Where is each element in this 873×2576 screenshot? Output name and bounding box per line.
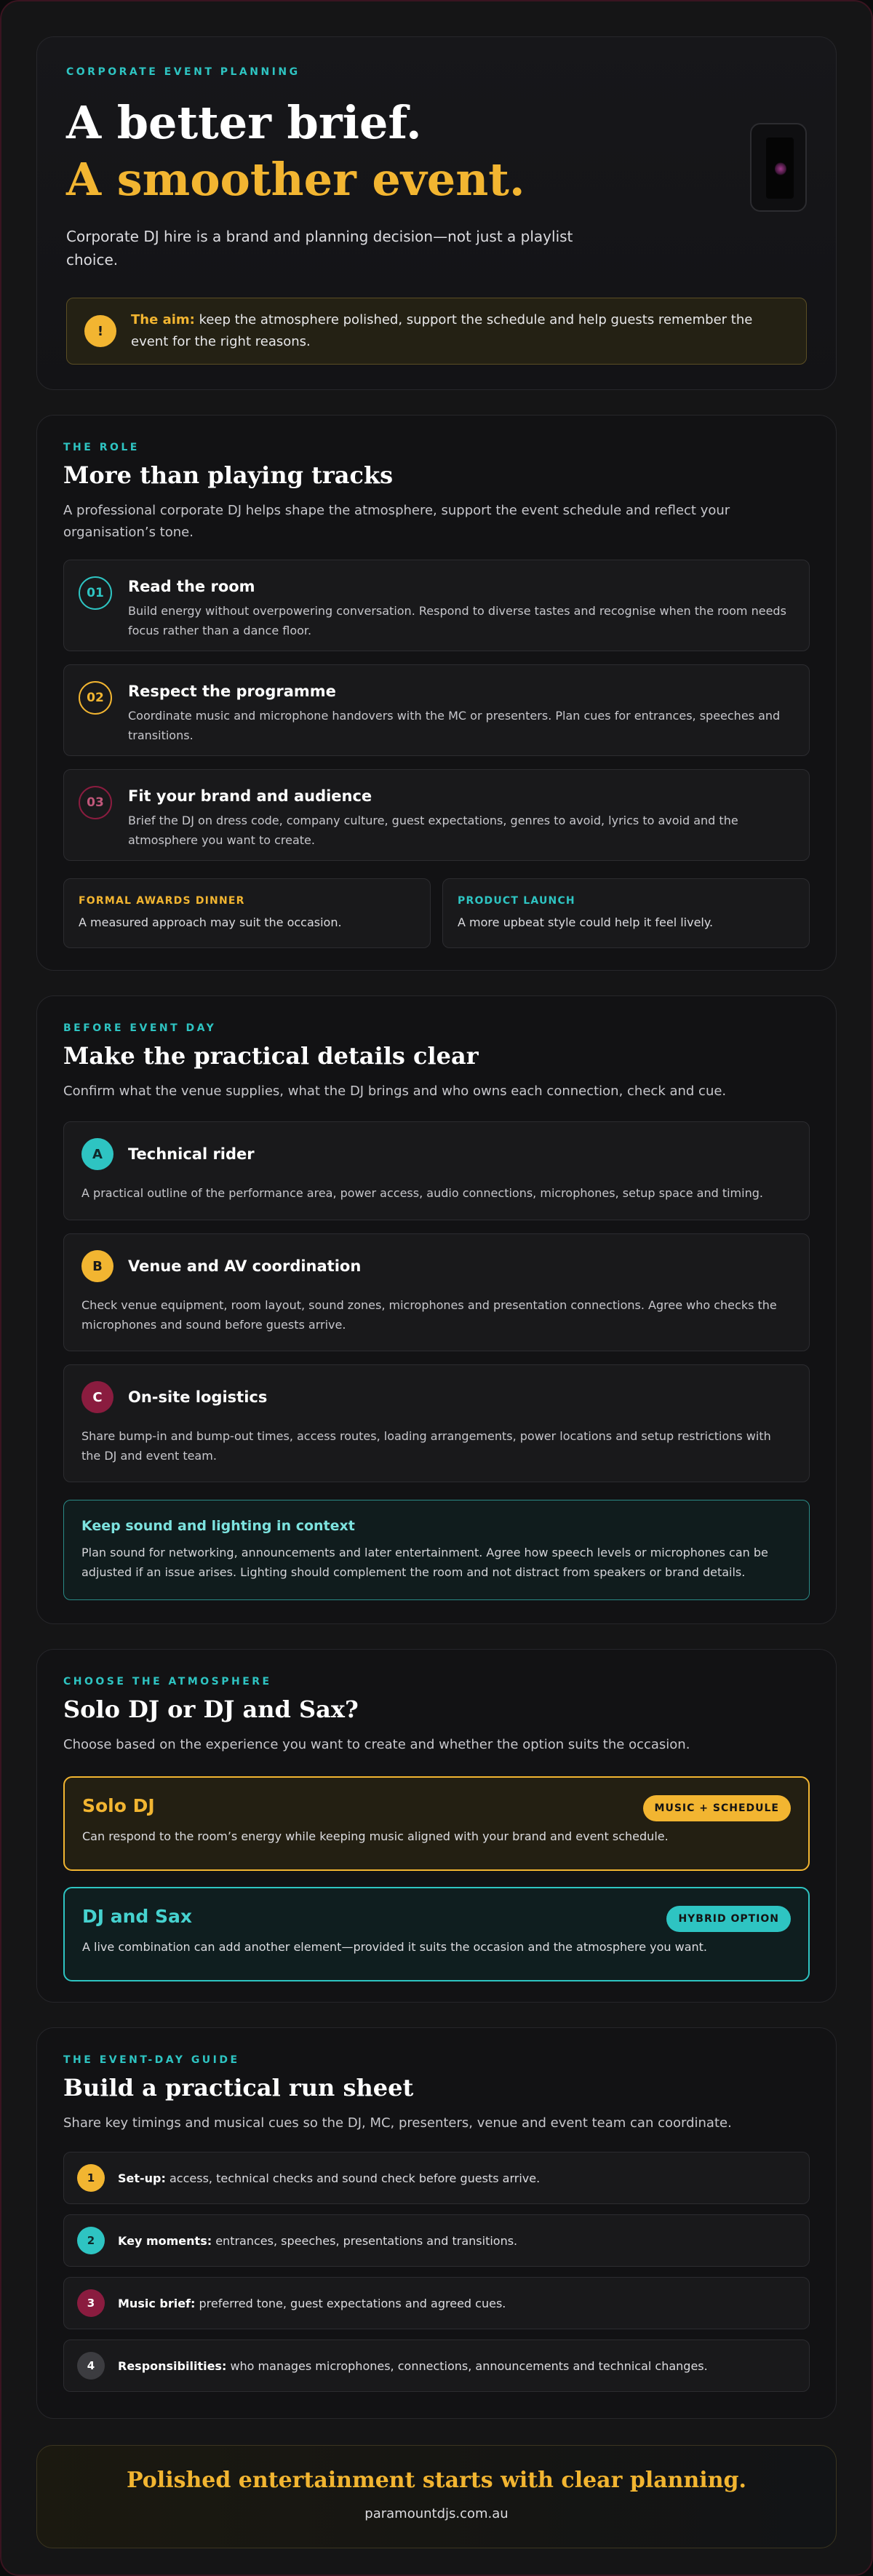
role-title: More than playing tracks [63,461,394,489]
run-text: entrances, speeches, presentations and transitions. [212,2233,518,2248]
footer-banner [36,2445,837,2548]
hero-section [36,36,837,390]
step-title: Venue and AV coordination [128,1257,362,1275]
before-eyebrow: BEFORE EVENT DAY [63,1022,217,1034]
step-title: On-site logistics [128,1388,268,1406]
example-text: A measured approach may suit the occasion. [79,915,342,929]
example-label: FORMAL AWARDS DINNER [79,895,245,907]
run-text: who manages microphones, connections, announcements and technical changes. [226,2358,708,2373]
guide-subtitle: Share key timings and musical cues so the DJ, MC, presenters, venue and event team can coordinate. [63,2115,732,2131]
run-number: 2 [77,2227,105,2254]
aim-text [131,309,789,353]
alert-icon: ! [84,315,116,347]
run-label: Key moments: [118,2233,212,2248]
role-number: 03 [79,786,112,819]
run-text: access, technical checks and sound check before guests arrive. [165,2171,541,2185]
role-card [63,769,810,861]
role-card-text: Brief the DJ on dress code, company culture, guest expectations, genres to avoid, lyrics to avoid and the atmosphere you want to create. [128,814,738,847]
sound-lighting-tip [63,1500,810,1600]
example-text: A more upbeat style could help it feel lively. [458,915,714,929]
role-card-title: Read the room [128,578,255,595]
footer-url[interactable]: paramountdjs.com.au [364,2506,509,2521]
role-card-title: Respect the programme [128,683,336,700]
step-letter: C [81,1381,113,1413]
run-sheet-item [63,2214,810,2267]
step-card [63,1364,810,1482]
step-text: Share bump-in and bump-out times, access routes, loading arrangements, power locations and setup restrictions with the DJ and event team. [81,1429,771,1463]
role-subtitle: A professional corporate DJ helps shape the atmosphere, support the event schedule and reflect your organisation’s tone. [63,503,730,540]
atmosphere-subtitle: Choose based on the experience you want to create and whether the option suits the occasion. [63,1737,690,1752]
run-text: preferred tone, guest expectations and agreed cues. [195,2296,506,2310]
hero-title-line1: A better brief. [66,96,422,149]
role-eyebrow: THE ROLE [63,442,140,453]
before-title: Make the practical details clear [63,1042,479,1070]
step-text: A practical outline of the performance area, power access, audio connections, microphones, setup space and timing. [81,1186,763,1200]
hero-eyebrow: CORPORATE EVENT PLANNING [66,66,300,78]
option-name: Solo DJ [82,1795,155,1816]
role-number: 01 [79,576,112,610]
step-title: Technical rider [128,1145,255,1163]
role-card-text: Coordinate music and microphone handovers with the MC or presenters. Plan cues for entrances, speeches and transitions. [128,709,781,742]
option-text: Can respond to the room’s energy while keeping music aligned with your brand and event schedule. [82,1829,669,1843]
step-letter: B [81,1250,113,1282]
aim-body: keep the atmosphere polished, support the schedule and help guests remember the event for the right reasons. [131,312,753,349]
guide-title: Build a practical run sheet [63,2074,414,2102]
role-card-text: Build energy without overpowering conversation. Respond to diverse tastes and recognise when the room needs focus rather than a dance floor. [128,604,786,637]
run-number: 3 [77,2289,105,2317]
run-sheet-item [63,2277,810,2329]
run-label: Responsibilities: [118,2358,227,2373]
guide-section [36,2027,837,2419]
example-label: PRODUCT LAUNCH [458,895,575,907]
aim-label: The aim: [131,312,195,327]
option-text: A live combination can add another element—provided it suits the occasion and the atmosphere you want. [82,1940,708,1954]
before-subtitle: Confirm what the venue supplies, what the DJ brings and who owns each connection, check and cue. [63,1084,727,1099]
tip-title: Keep sound and lighting in context [81,1518,355,1534]
option-name: DJ and Sax [82,1906,193,1927]
example-card [63,878,431,948]
role-list [63,560,810,861]
phone-glow [775,162,786,175]
atmosphere-title: Solo DJ or DJ and Sax? [63,1696,359,1723]
option-dj-and-sax [63,1887,810,1981]
step-card [63,1121,810,1220]
footer-tagline: Polished entertainment starts with clear planning. [127,2468,746,2493]
step-text: Check venue equipment, room layout, sound zones, microphones and presentation connections. Agree who checks the microphones and sound before guests arrive. [81,1298,777,1332]
role-card [63,664,810,756]
step-card [63,1233,810,1351]
option-badge: MUSIC + SCHEDULE [643,1795,791,1821]
run-sheet-item [63,2340,810,2392]
option-badge: HYBRID OPTION [666,1906,791,1932]
atmosphere-eyebrow: CHOOSE THE ATMOSPHERE [63,1676,272,1687]
run-number: 1 [77,2164,105,2192]
hero-title-line2: A smoother event. [66,153,525,206]
before-section [36,995,837,1624]
run-label: Set-up: [118,2171,166,2185]
hero-lede: Corporate DJ hire is a brand and planning decision—not just a playlist choice. [66,228,573,269]
role-number: 02 [79,681,112,715]
aim-callout [66,298,807,365]
role-card-title: Fit your brand and audience [128,787,372,805]
role-card [63,560,810,651]
phone-screen [766,138,794,199]
option-solo-dj [63,1776,810,1871]
run-number: 4 [77,2352,105,2380]
atmosphere-section [36,1649,837,2003]
run-label: Music brief: [118,2296,196,2310]
example-row [63,878,810,948]
guide-eyebrow: THE EVENT-DAY GUIDE [63,2054,240,2066]
run-sheet-item [63,2152,810,2204]
phone-icon [750,123,807,212]
role-section [36,415,837,971]
tip-text: Plan sound for networking, announcements and later entertainment. Agree how speech levels or microphones can be adjusted if an issue arises. Lighting should complement the room and not distract from speakers or brand details. [81,1546,768,1579]
step-letter: A [81,1138,113,1170]
example-card [442,878,810,948]
run-sheet-list [63,2152,810,2392]
